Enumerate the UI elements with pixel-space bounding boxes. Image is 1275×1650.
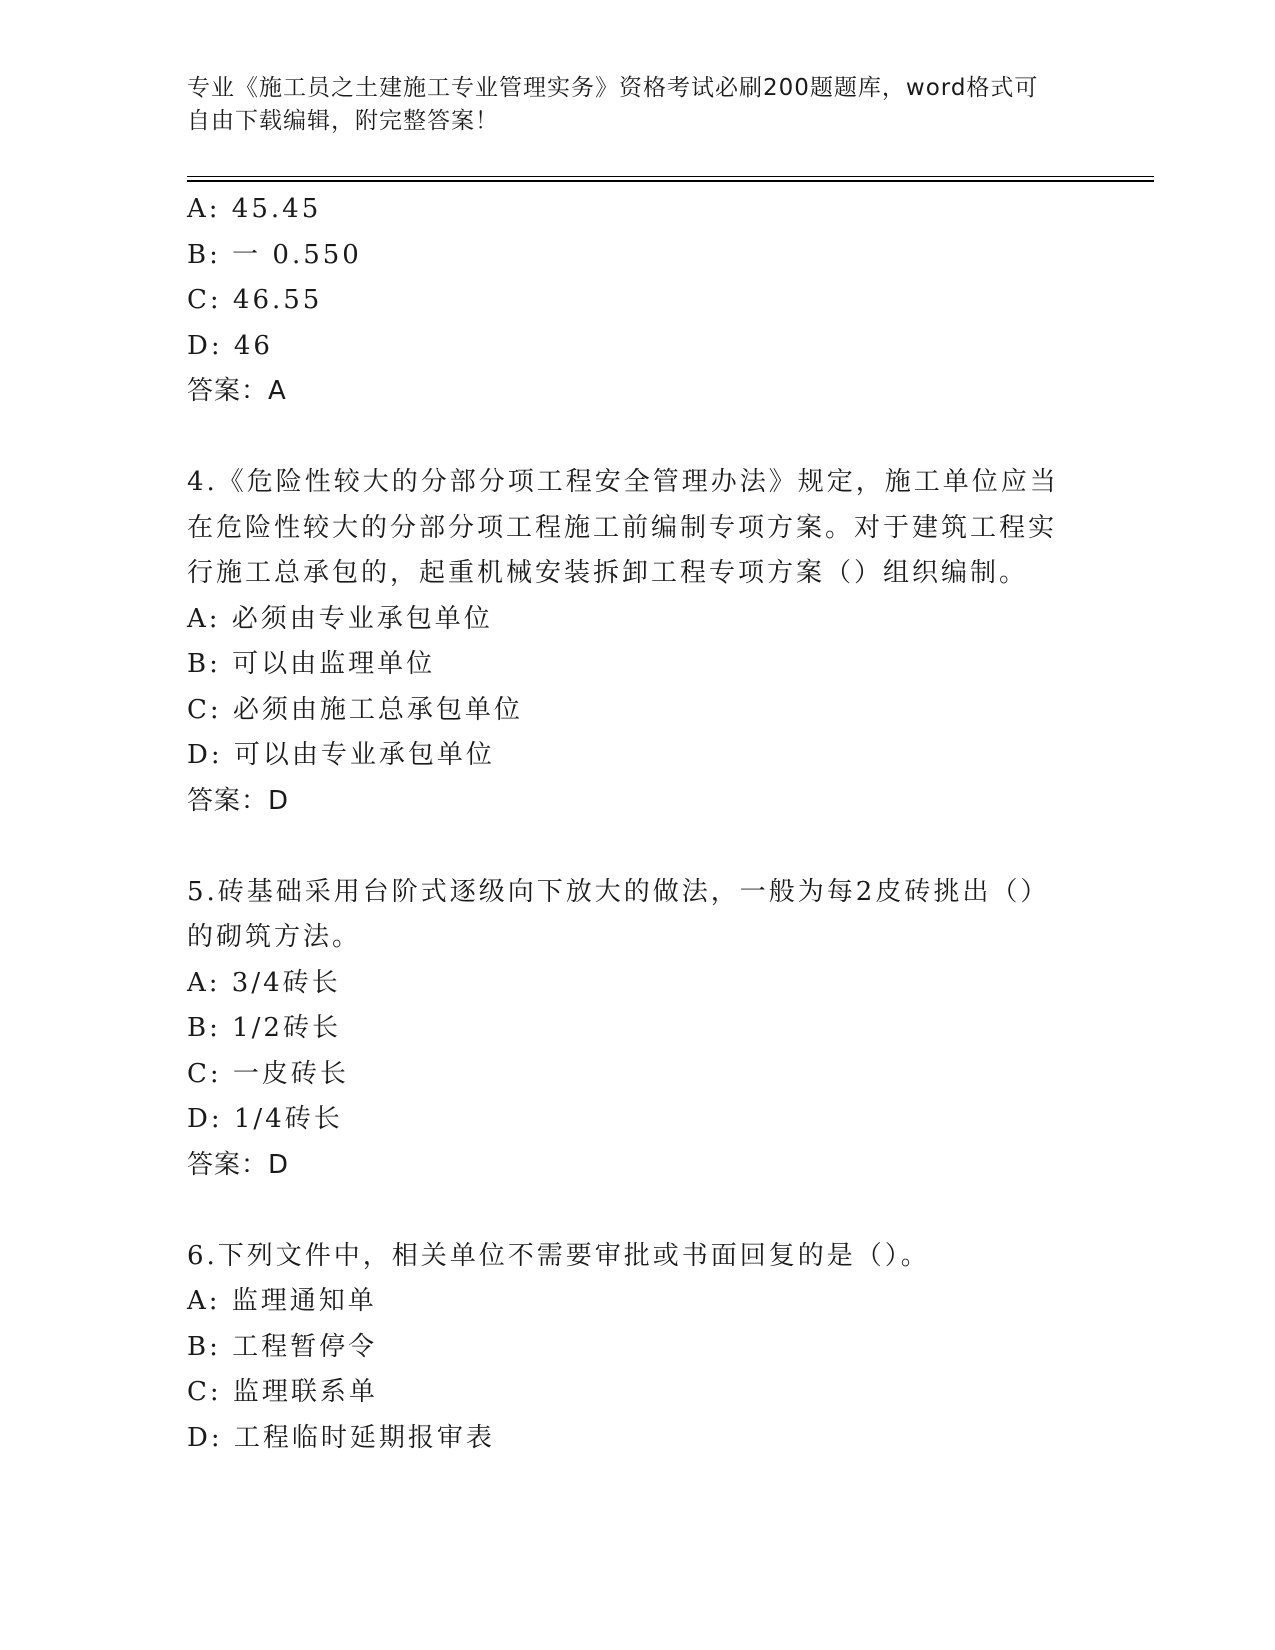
answer: 答案：A: [187, 376, 287, 406]
option-c: C: 46.55: [187, 285, 323, 315]
option-b: B: 1/2砖长: [187, 1013, 341, 1043]
answer: 答案：D: [187, 785, 290, 816]
option-d: D: 可以由专业承包单位: [187, 740, 495, 770]
option-c: C: 一皮砖长: [187, 1058, 349, 1089]
question-text-line: 4.《危险性较大的分部分项工程安全管理办法》规定，施工单位应当: [187, 467, 1059, 497]
header-title-line-2: 自由下载编辑，附完整答案！: [187, 108, 499, 134]
option-c: C: 监理联系单: [187, 1377, 378, 1407]
answer: 答案：D: [187, 1149, 290, 1180]
header-divider-thick: [187, 180, 1154, 182]
document-body: [187, 187, 1067, 1461]
question-6: [187, 1234, 1067, 1462]
header-title-line-1: 专业《施工员之土建施工专业管理实务》资格考试必刷200题题库，word格式可: [187, 75, 1039, 101]
question-text-line: 的砌筑方法。: [187, 922, 362, 952]
question-3: [187, 187, 1067, 415]
option-b: B: 可以由监理单位: [187, 649, 436, 679]
option-c: C: 必须由施工总承包单位: [187, 694, 523, 725]
spacer: [187, 415, 1067, 461]
document-header: [187, 72, 1087, 138]
option-d: D: 工程临时延期报审表: [187, 1422, 495, 1453]
option-b: B: 一 0.550: [187, 239, 362, 270]
question-4: [187, 460, 1067, 824]
option-d: D: 1/4砖长: [187, 1104, 343, 1134]
spacer: [187, 824, 1067, 870]
question-text-line: 在危险性较大的分部分项工程施工前编制专项方案。对于建筑工程实: [187, 512, 1058, 543]
option-a: A: 监理通知单: [187, 1286, 377, 1316]
question-text-line: 行施工总承包的，起重机械安装拆卸工程专项方案（）组织编制。: [187, 558, 1029, 588]
option-d: D: 46: [187, 330, 273, 361]
option-a: A: 必须由专业承包单位: [187, 603, 493, 634]
question-text-line: 6.下列文件中，相关单位不需要审批或书面回复的是（）。: [187, 1240, 930, 1271]
option-a: A: 3/4砖长: [187, 967, 341, 998]
question-text-line: 5.砖基础采用台阶式逐级向下放大的做法，一般为每2皮砖挑出（）: [187, 876, 1050, 907]
option-a: A: 45.45: [187, 194, 322, 224]
spacer: [187, 1188, 1067, 1234]
header-divider-thin: [187, 176, 1154, 177]
question-5: [187, 870, 1067, 1189]
option-b: B: 工程暂停令: [187, 1331, 378, 1362]
